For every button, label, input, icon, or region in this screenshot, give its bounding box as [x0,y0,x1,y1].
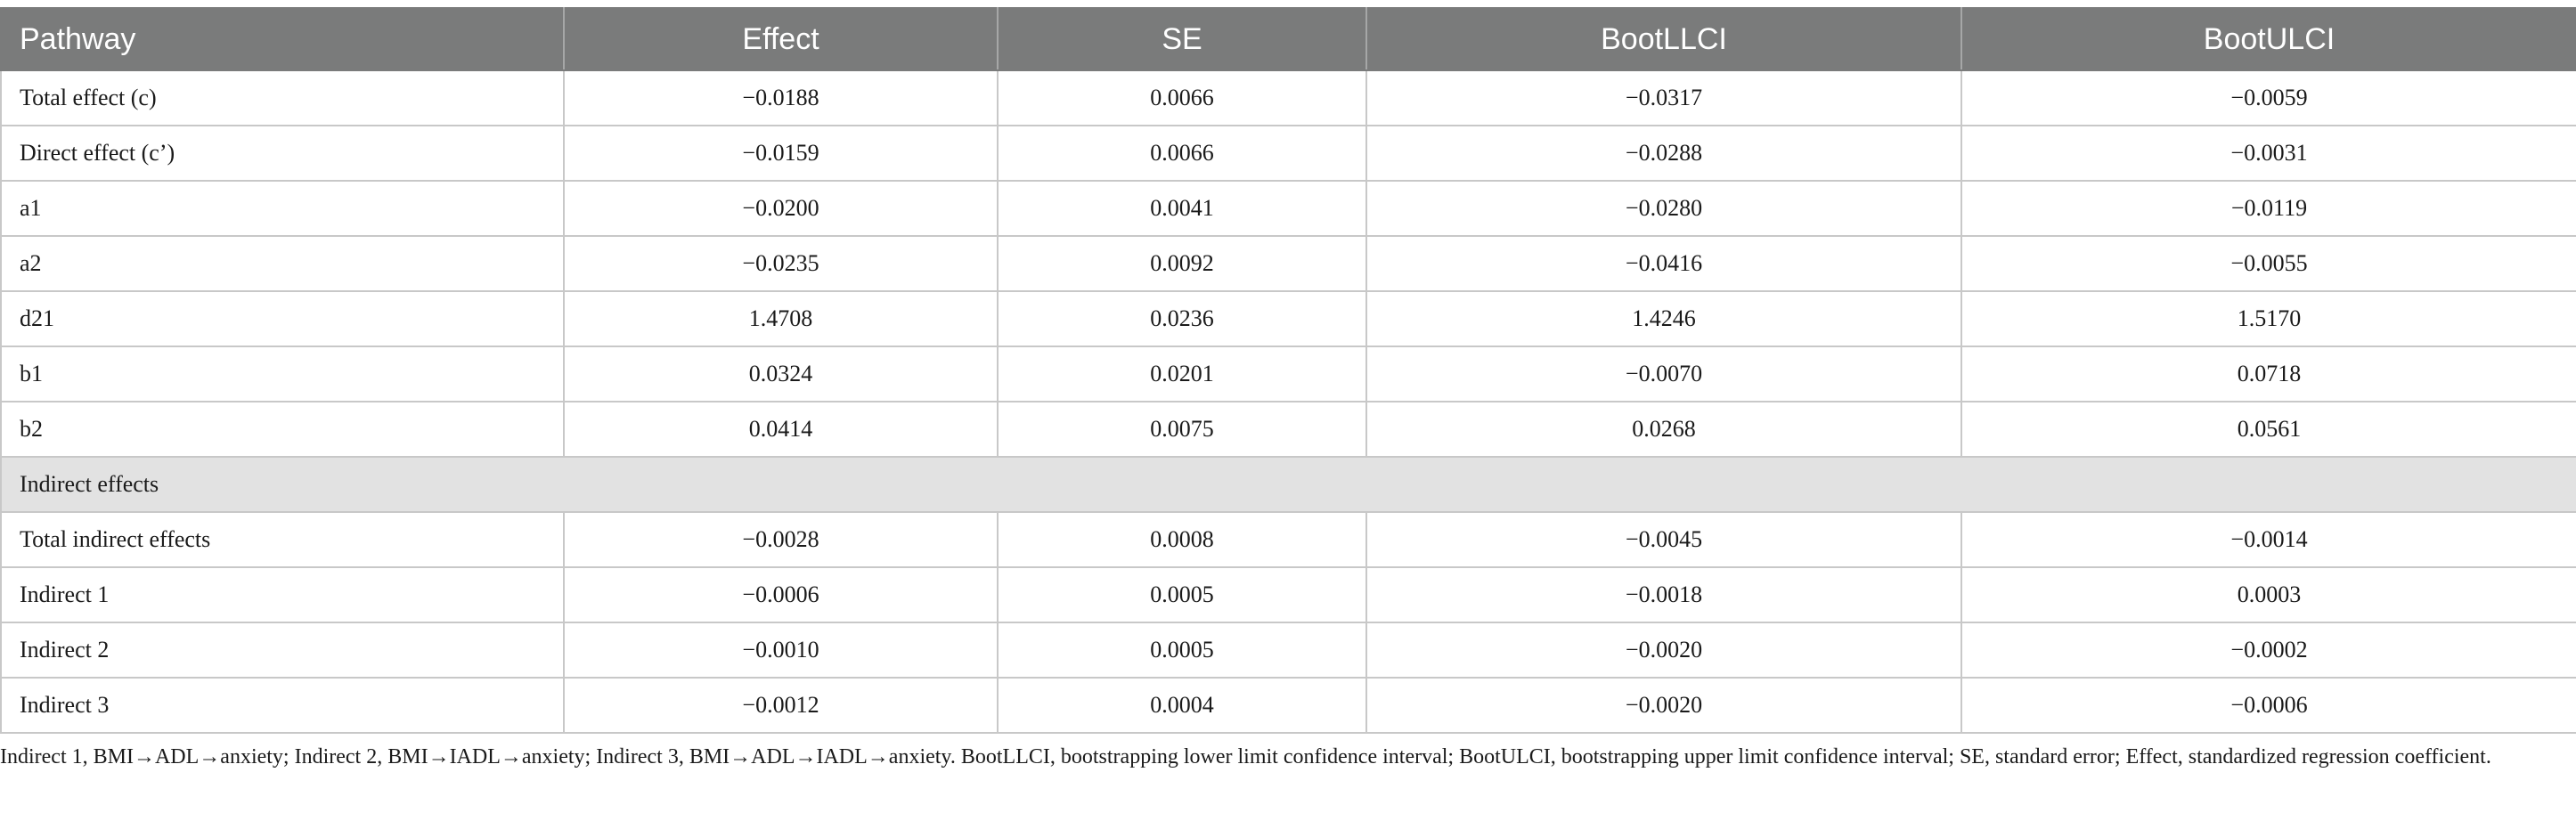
cell-pathway: Total effect (c) [1,70,564,126]
cell-effect: 0.0324 [564,346,998,402]
header-row [1,8,2576,70]
cell-effect: 0.0414 [564,402,998,457]
cell-pathway: Indirect 2 [1,622,564,678]
cell-effect: −0.0159 [564,126,998,181]
cell-pathway: a2 [1,236,564,291]
cell-se: 0.0075 [998,402,1366,457]
table-body [1,70,2576,733]
section-row-indirect-effects [1,457,2576,512]
cell-bootulci: −0.0006 [1961,678,2576,733]
cell-pathway: Indirect 3 [1,678,564,733]
cell-se: 0.0092 [998,236,1366,291]
cell-bootllci: −0.0045 [1366,512,1961,567]
cell-se: 0.0008 [998,512,1366,567]
cell-bootllci: −0.0416 [1366,236,1961,291]
cell-se: 0.0041 [998,181,1366,236]
cell-se: 0.0236 [998,291,1366,346]
cell-bootllci: −0.0280 [1366,181,1961,236]
cell-effect: −0.0012 [564,678,998,733]
table-header [1,8,2576,70]
table-row [1,402,2576,457]
table-row [1,126,2576,181]
cell-bootulci: −0.0059 [1961,70,2576,126]
cell-effect: −0.0010 [564,622,998,678]
cell-bootulci: −0.0031 [1961,126,2576,181]
cell-bootulci: 0.0003 [1961,567,2576,622]
table-row [1,678,2576,733]
table-row [1,512,2576,567]
cell-pathway: b1 [1,346,564,402]
header-bootulci: BootULCI [1961,8,2576,70]
cell-bootllci: −0.0018 [1366,567,1961,622]
cell-bootulci: −0.0055 [1961,236,2576,291]
header-effect: Effect [564,8,998,70]
cell-pathway: Indirect 1 [1,567,564,622]
cell-pathway: d21 [1,291,564,346]
cell-bootllci: 0.0268 [1366,402,1961,457]
results-table [0,7,2576,734]
cell-bootllci: −0.0020 [1366,678,1961,733]
cell-se: 0.0005 [998,622,1366,678]
cell-bootulci: 0.0718 [1961,346,2576,402]
table-row [1,70,2576,126]
table-row [1,346,2576,402]
cell-bootllci: −0.0317 [1366,70,1961,126]
header-pathway: Pathway [1,8,564,70]
cell-se: 0.0066 [998,70,1366,126]
cell-effect: −0.0235 [564,236,998,291]
cell-bootulci: −0.0014 [1961,512,2576,567]
cell-se: 0.0201 [998,346,1366,402]
cell-effect: −0.0188 [564,70,998,126]
cell-se: 0.0066 [998,126,1366,181]
cell-pathway: a1 [1,181,564,236]
cell-pathway: Total indirect effects [1,512,564,567]
cell-bootulci: −0.0002 [1961,622,2576,678]
cell-effect: −0.0006 [564,567,998,622]
cell-bootulci: −0.0119 [1961,181,2576,236]
cell-bootllci: −0.0288 [1366,126,1961,181]
cell-pathway: b2 [1,402,564,457]
section-label: Indirect effects [1,457,2576,512]
table-footnote: Indirect 1, BMI→ADL→anxiety; Indirect 2, BMI→IADL→anxiety; Indirect 3, BMI→ADL→IADL→anxiety. BootLLCI, bootstrapping lower limit confidence interval; BootULCI, bootstrapping upper limit confidence interval; SE, standard error; Effect, standardized regression coefficient. [0,745,2491,768]
table-row [1,567,2576,622]
cell-bootllci: −0.0020 [1366,622,1961,678]
cell-effect: 1.4708 [564,291,998,346]
header-se: SE [998,8,1366,70]
header-bootllci: BootLLCI [1366,8,1961,70]
cell-bootllci: 1.4246 [1366,291,1961,346]
table-row [1,181,2576,236]
results-table-container [0,7,2576,734]
cell-bootulci: 0.0561 [1961,402,2576,457]
cell-bootulci: 1.5170 [1961,291,2576,346]
table-row [1,291,2576,346]
cell-pathway: Direct effect (c’) [1,126,564,181]
cell-bootllci: −0.0070 [1366,346,1961,402]
table-row [1,236,2576,291]
cell-effect: −0.0028 [564,512,998,567]
cell-se: 0.0004 [998,678,1366,733]
cell-effect: −0.0200 [564,181,998,236]
cell-se: 0.0005 [998,567,1366,622]
table-row [1,622,2576,678]
